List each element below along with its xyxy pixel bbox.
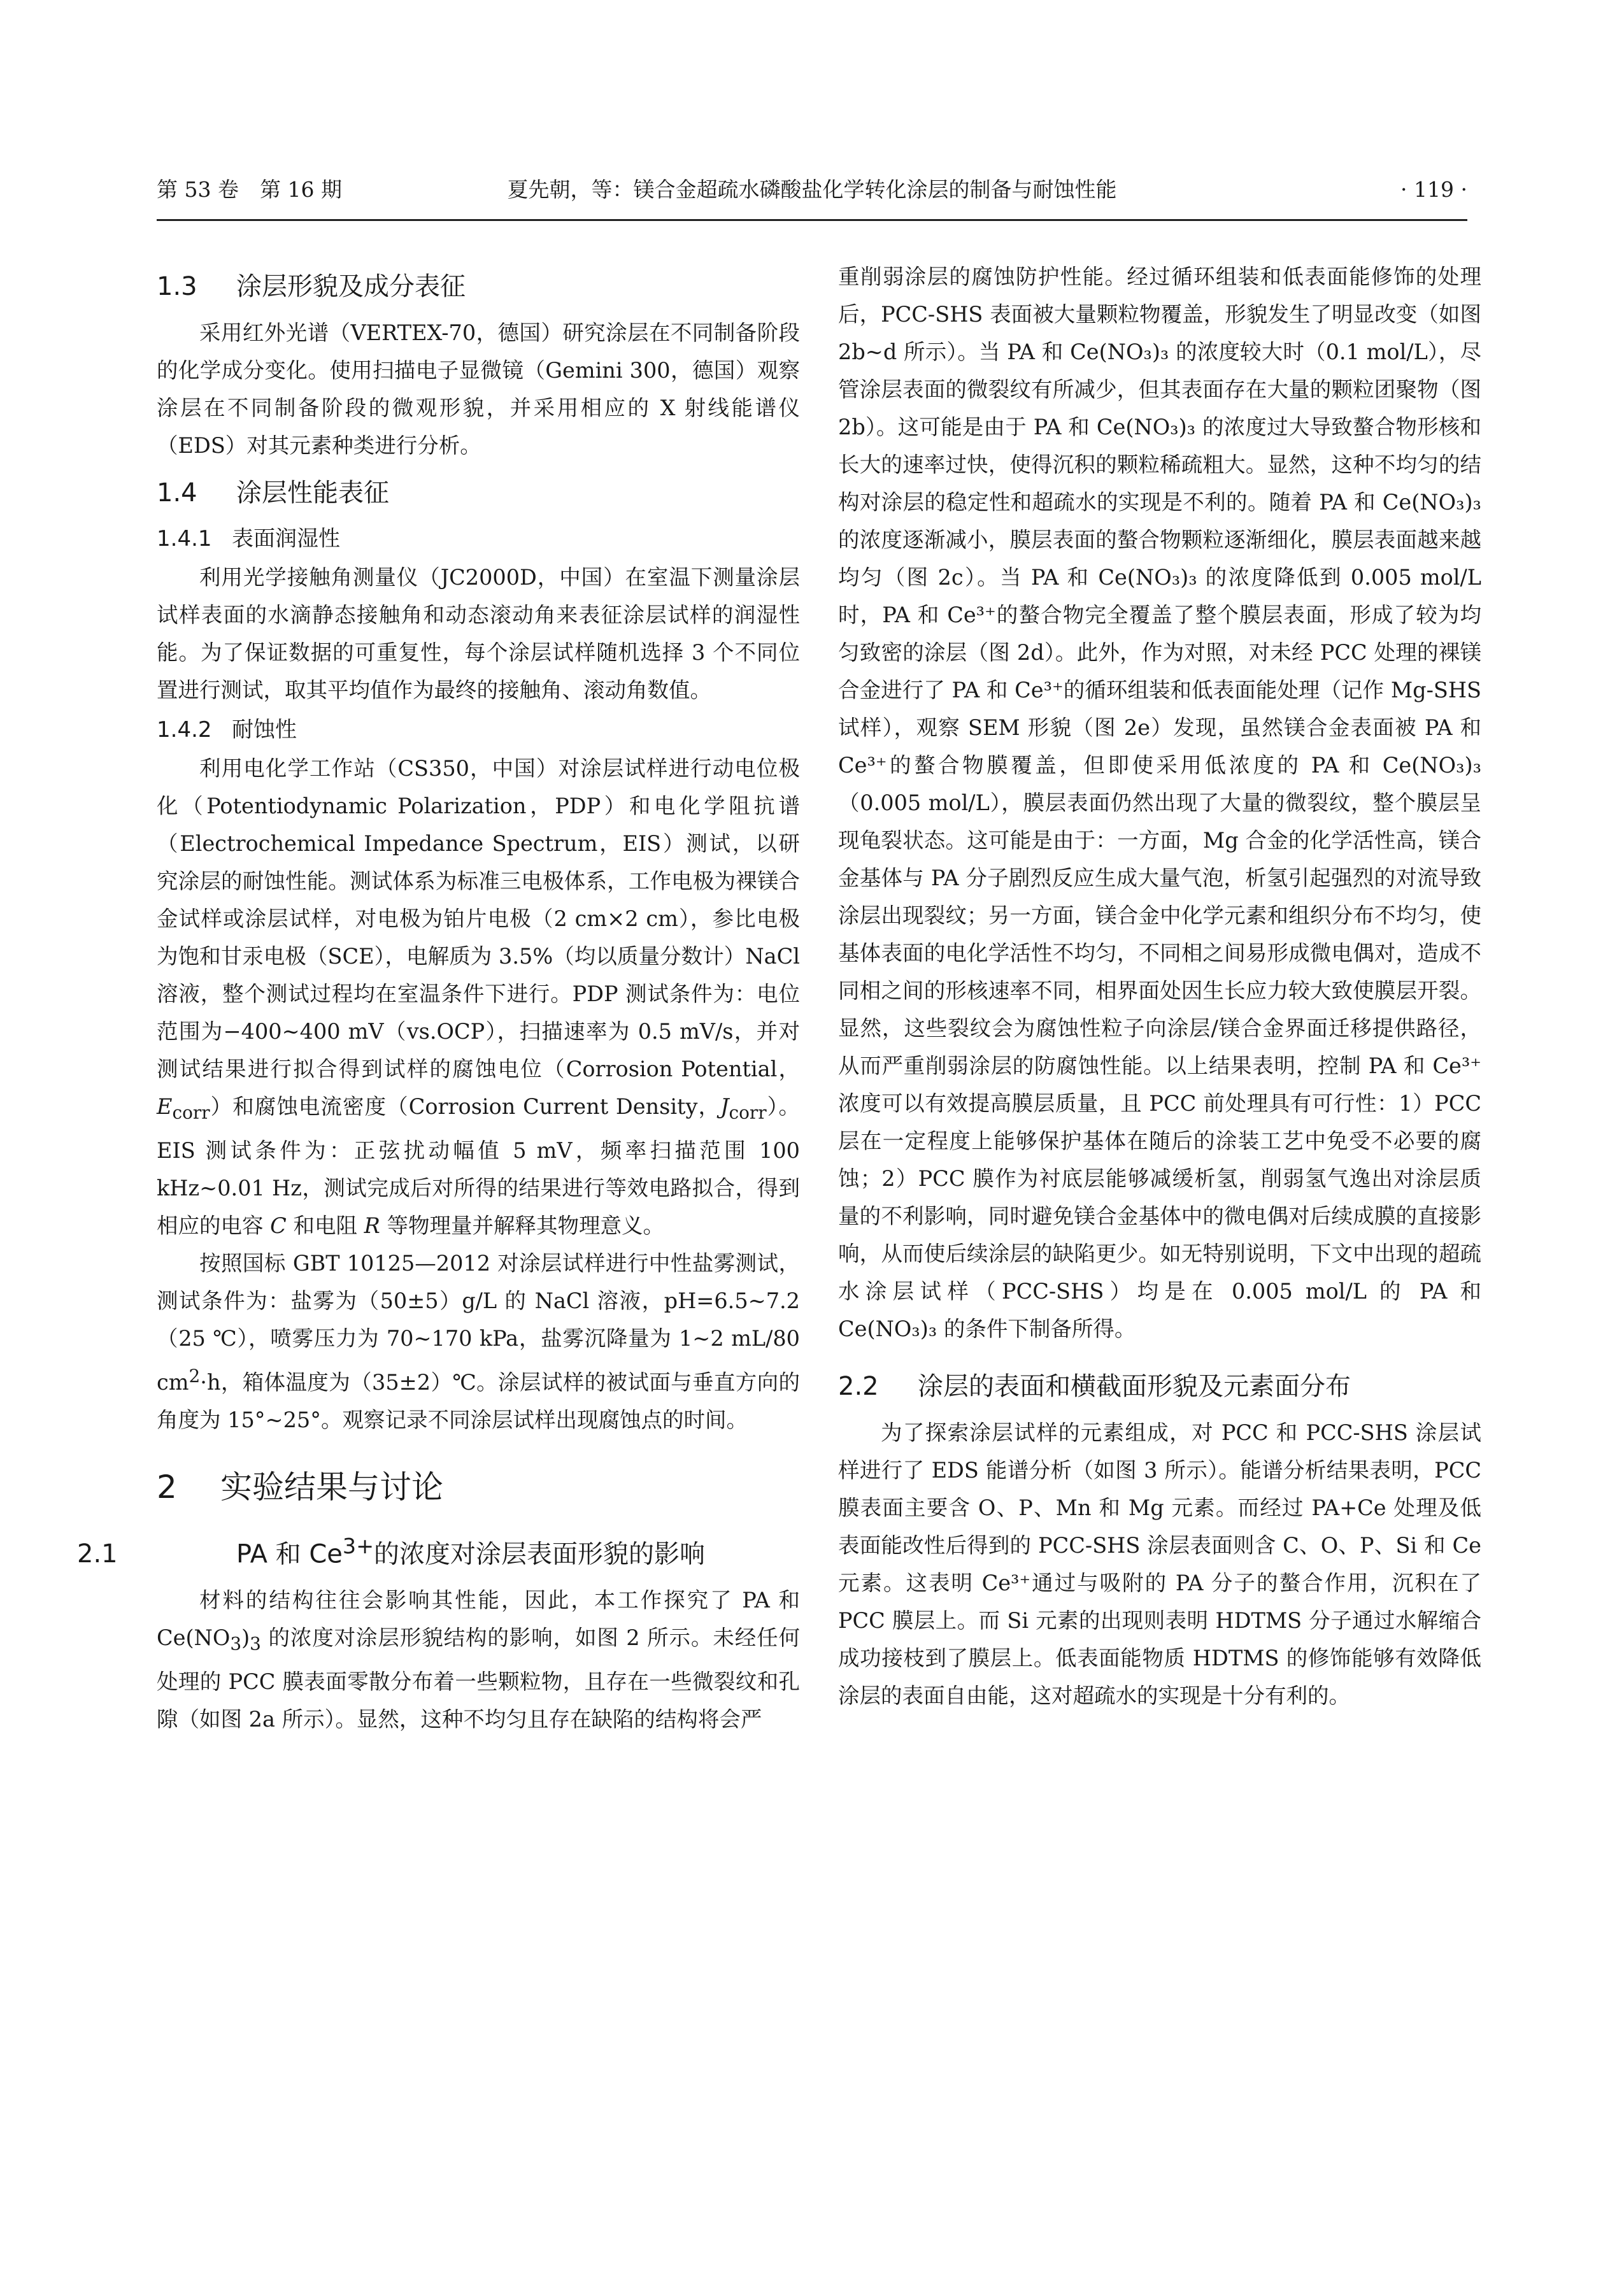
subscript: 3 [230,1633,242,1655]
section-title: 涂层的表面和横截面形貌及元素面分布 [918,1372,1351,1401]
subsection-number: 1.4.1 [157,526,212,552]
page-number: · 119 · [1400,177,1467,202]
text-run: ）和腐蚀电流密度（Corrosion Current Density， [210,1094,721,1119]
subsection-title: 表面润湿性 [232,526,340,552]
paragraph: 利用光学接触角测量仪（JC2000D，中国）在室温下测量涂层试样表面的水滴静态接触角和动态滚动角来表征涂层试样的润湿性能。为了保证数据的可重复性，每个涂层试样随机选择 3 个不同位置进行测试，取其平均值作为最终的接触角、滚动角数值。 [157,565,800,702]
text-run: ）。EIS 测试条件为：正弦扰动幅值 5 mV，频率扫描范围 100 kHz~0.01 Hz，测试完成后对所得的结果进行等效电路拟合，得到相应的电容 [157,1094,800,1238]
symbol-j: J [720,1094,729,1119]
paragraph: 采用红外光谱（VERTEX-70，德国）研究涂层在不同制备阶段的化学成分变化。使用扫描电子显微镜（Gemini 300，德国）观察涂层在不同制备阶段的微观形貌，并采用相应的 X 射线能谱仪（EDS）对其元素种类进行分析。 [157,320,800,458]
left-column [77,258,800,1738]
journal-volume-issue: 第 53 卷 第 16 期 [157,177,342,202]
subsection-heading-1-4-2 [157,711,800,748]
right-column [838,258,1481,1714]
section-title: 的浓度对涂层表面形貌的影响 [374,1539,706,1569]
section-heading-2-1 [77,1527,800,1574]
symbol-r: R [364,1213,380,1238]
paragraph: 为了探索涂层试样的元素组成，对 PCC 和 PCC-SHS 涂层试样进行了 EDS 能谱分析（如图 3 所示）。能谱分析结果表明，PCC 膜表面主要含 O、P、Mn 和 Mg 元素。而经过 PA+Ce 处理及低表面能改性后得到的 PCC-SHS 涂层表面则含 C、O、P、Si 和 Ce 元素。这表明 Ce³⁺通过与吸附的 PA 分子的螯合作用，沉积在了 PCC 膜层上。而 Si 元素的出现则表明 HDTMS 分子通过水解缩合成功接枝到了膜层上。低表面能物质 HDTMS 的修饰能够有效降低涂层的表面自由能，这对超疏水的实现是十分有利的。 [838,1420,1481,1708]
text-run: 利用电化学工作站（CS350，中国）对涂层试样进行动电位极化（Potentiodynamic Polarization，PDP）和电化学阻抗谱（Electrochemical Impedance Spectrum，EIS）测试，以研究涂层的耐蚀性能。测试体系为标准三电极体系，工作电极为裸镁合金试样或涂层试样，对电极为铂片电极（2 cm×2 cm），参比电极为饱和甘汞电极（SCE），电解质为 3.5%（均以质量分数计）NaCl 溶液，整个测试过程均在室温条件下进行。PDP 测试条件为：电位范围为−400~400 mV（vs.OCP），扫描速率为 0.5 mV/s，并对测试结果进行拟合得到试样的腐蚀电位（Corrosion Potential， [157,756,800,1081]
section-title: 涂层形貌及成分表征 [236,272,466,301]
section-number: 1.4 [157,478,197,508]
section-title: 涂层性能表征 [236,478,389,508]
text-run: ) [241,1625,250,1651]
section-number: 1.3 [157,272,197,301]
text-run: 和电阻 [286,1213,364,1238]
subscript: corr [729,1102,767,1123]
paragraph [157,1244,800,1439]
section-number: 2 [157,1468,177,1506]
article-short-title: 夏先朝，等：镁合金超疏水磷酸盐化学转化涂层的制备与耐蚀性能 [507,177,1117,202]
subsection-heading-1-4-1 [157,520,800,557]
superscript: 2 [189,1365,201,1386]
text-run: 等物理量并解释其物理意义。 [380,1213,664,1238]
paragraph: 重削弱涂层的腐蚀防护性能。经过循环组装和低表面能修饰的处理后，PCC-SHS 表面被大量颗粒物覆盖，形貌发生了明显改变（如图 2b~d 所示）。当 PA 和 Ce(NO₃)₃ 的浓度较大时（0.1 mol/L），尽管涂层表面的微裂纹有所减少，但其表面存在大量的颗粒团聚物（图 2b）。这可能是由于 PA 和 Ce(NO₃)₃ 的浓度过大导致螯合物形核和长大的速率过快，使得沉积的颗粒稀疏粗大。显然，这种不均匀的结构对涂层的稳定性和超疏水的实现是不利的。随着 PA 和 Ce(NO₃)₃ 的浓度逐渐减小，膜层表面的螯合物颗粒逐渐细化，膜层表面越来越均匀（图 2c）。当 PA 和 Ce(NO₃)₃ 的浓度降低到 0.005 mol/L 时，PA 和 Ce³⁺的螯合物完全覆盖了整个膜层表面，形成了较为均匀致密的涂层（图 2d）。此外，作为对照，对未经 PCC 处理的裸镁合金进行了 PA 和 Ce³⁺的循环组装和低表面能处理（记作 Mg-SHS 试样），观察 SEM 形貌（图 2e）发现，虽然镁合金表面被 PA 和 Ce³⁺的螯合物膜覆盖，但即使采用低浓度的 PA 和 Ce(NO₃)₃（0.005 mol/L），膜层表面仍然出现了大量的微裂纹，整个膜层呈现龟裂状态。这可能是由于：一方面，Mg 合金的化学活性高，镁合金基体与 PA 分子剧烈反应生成大量气泡，析氢引起强烈的对流导致涂层出现裂纹；另一方面，镁合金中化学元素和组织分布不均匀，使基体表面的电化学活性不均匀，不同相之间易形成微电偶对，造成不同相之间的形核速率不同，相界面处因生长应力较大致使膜层开裂。显然，这些裂纹会为腐蚀性粒子向涂层/镁合金界面迁移提供路径，从而严重削弱涂层的防腐蚀性能。以上结果表明，控制 PA 和 Ce³⁺浓度可以有效提高膜层质量，且 PCC 前处理具有可行性：1）PCC 层在一定程度上能够保护基体在随后的涂装工艺中免受不必要的腐蚀；2）PCC 膜作为衬底层能够减缓析氢，削弱氢气逸出对涂层质量的不利影响，同时避免镁合金基体中的微电偶对后续成膜的直接影响，从而使后续涂层的缺陷更少。如无特别说明，下文中出现的超疏水涂层试样（PCC-SHS）均是在 0.005 mol/L 的 PA 和 Ce(NO₃)₃ 的条件下制备所得。 [838,264,1481,1341]
section-number: 2.1 [77,1539,118,1569]
subscript: corr [172,1102,210,1123]
section-heading-1-4 [157,473,800,513]
header-rule [157,219,1467,221]
symbol-c: C [270,1213,287,1238]
paragraph [157,750,800,1244]
section-title: PA 和 Ce [236,1539,343,1569]
superscript: 3+ [342,1533,374,1558]
section-heading-1-3 [157,267,800,306]
running-header [157,171,1467,209]
subsection-title: 耐蚀性 [232,717,297,743]
section-heading-2-2 [838,1367,1481,1406]
subsection-number: 1.4.2 [157,717,212,743]
section-heading-2 [157,1464,800,1510]
section-number: 2.2 [838,1372,879,1401]
text-run: 按照国标 GBT 10125—2012 对涂层试样进行中性盐雾测试，测试条件为：盐雾为（50±5）g/L 的 NaCl 溶液，pH=6.5~7.2（25 ℃），喷雾压力为 70~170 kPa，盐雾沉降量为 1~2 mL/80 cm [157,1250,800,1395]
text-run: 材料的结构往往会影响其性能，因此，本工作探究了 PA 和 Ce(NO [157,1588,800,1651]
subscript: 3 [250,1633,261,1655]
section-title: 实验结果与讨论 [220,1468,443,1506]
paragraph [157,1581,800,1738]
text-run: ·h，箱体温度为（35±2）℃。涂层试样的被试面与垂直方向的角度为 15°~25°。观察记录不同涂层试样出现腐蚀点的时间。 [157,1369,800,1432]
text-run: 的浓度对涂层形貌结构的影响，如图 2 所示。未经任何处理的 PCC 膜表面零散分布着一些颗粒物，且存在一些微裂纹和孔隙（如图 2a 所示）。显然，这种不均匀且存在缺陷的结构将会严 [157,1625,800,1732]
symbol-e: E [157,1094,173,1119]
